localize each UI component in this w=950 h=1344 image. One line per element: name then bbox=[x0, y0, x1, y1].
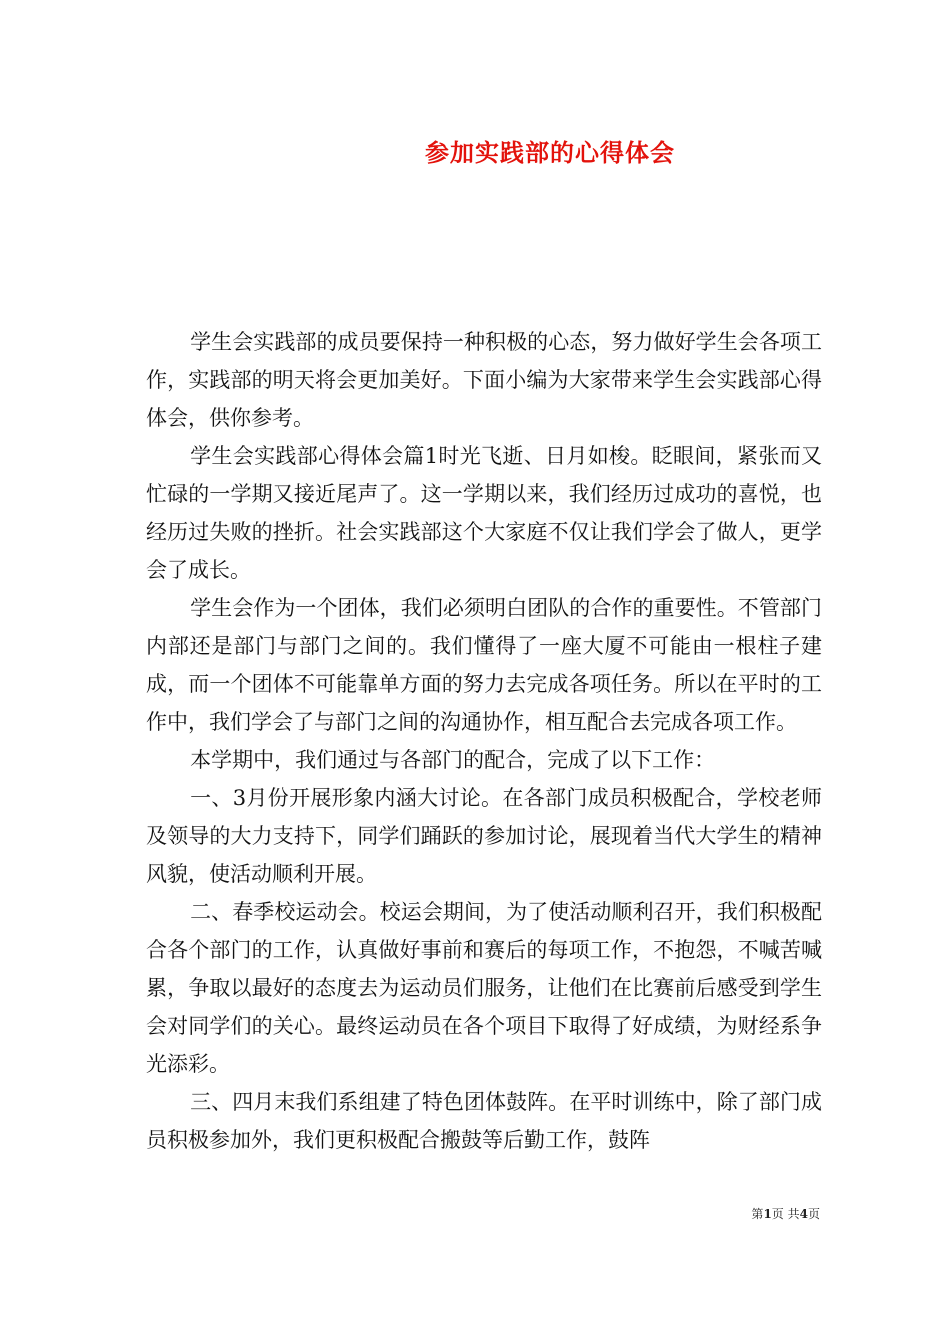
paragraph: 三、四月末我们系组建了特色团体鼓阵。在平时训练中，除了部门成员积极参加外，我们更积极配合搬鼓等后勤工作，鼓阵 bbox=[146, 1090, 822, 1152]
page-mid: 页 共 bbox=[771, 1207, 800, 1221]
page-total: 4 bbox=[799, 1207, 808, 1221]
document-body bbox=[146, 323, 822, 1159]
document-title: 参加实践部的心得体会 bbox=[425, 138, 675, 167]
page-number-footer bbox=[700, 1205, 820, 1222]
paragraph: 一、3月份开展形象内涵大讨论。在各部门成员积极配合，学校老师及领导的大力支持下，同学们踊跃的参加讨论，展现着当代大学生的精神风貌，使活动顺利开展。 bbox=[146, 786, 822, 886]
page-current: 1 bbox=[763, 1207, 772, 1221]
paragraph: 学生会实践部的成员要保持一种积极的心态，努力做好学生会各项工作，实践部的明天将会更加美好。下面小编为大家带来学生会实践部心得体会，供你参考。 bbox=[146, 330, 822, 430]
paragraph: 学生会作为一个团体，我们必须明白团队的合作的重要性。不管部门内部还是部门与部门之间的。我们懂得了一座大厦不可能由一根柱子建成，而一个团体不可能靠单方面的努力去完成各项任务。所以在平时的工作中，我们学会了与部门之间的沟通协作，相互配合去完成各项工作。 bbox=[146, 596, 822, 734]
paragraph: 学生会实践部心得体会篇1时光飞逝、日月如梭。眨眼间，紧张而又忙碌的一学期又接近尾声了。这一学期以来，我们经历过成功的喜悦，也经历过失败的挫折。社会实践部这个大家庭不仅让我们学会了做人，更学会了成长。 bbox=[146, 444, 822, 582]
paragraph: 本学期中，我们通过与各部门的配合，完成了以下工作： bbox=[190, 748, 716, 772]
page-label: 第 bbox=[751, 1207, 764, 1221]
page-end: 页 bbox=[807, 1207, 820, 1221]
paragraph: 二、春季校运动会。校运会期间，为了使活动顺利召开，我们积极配合各个部门的工作，认真做好事前和赛后的每项工作，不抱怨，不喊苦喊累，争取以最好的态度去为运动员们服务，让他们在比赛前后感受到学生会对同学们的关心。最终运动员在各个项目下取得了好成绩，为财经系争光添彩。 bbox=[146, 900, 822, 1076]
